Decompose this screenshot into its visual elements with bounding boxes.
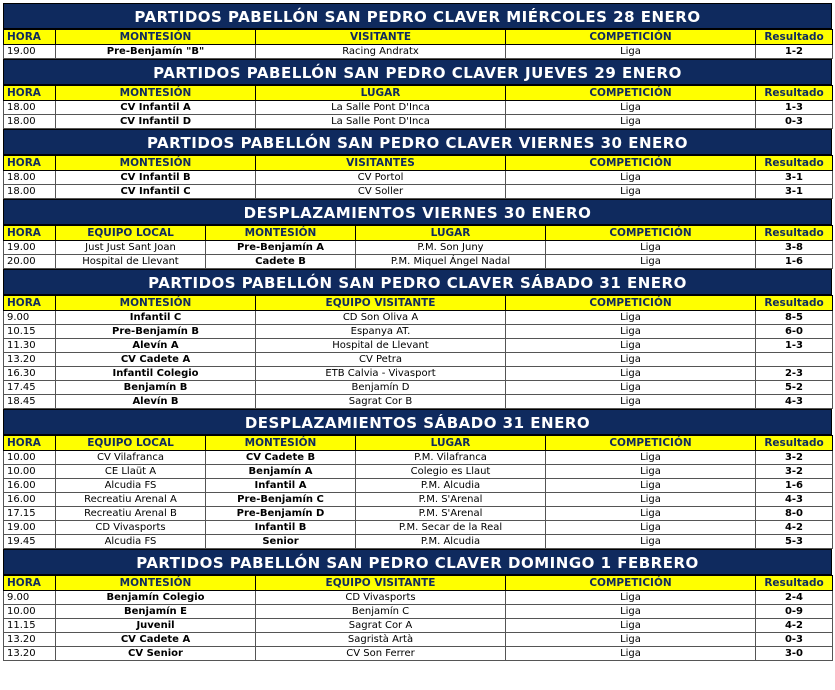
section-home: [3, 549, 832, 661]
match-row: [4, 591, 833, 605]
cell-competici-n: Liga: [506, 339, 756, 353]
match-row: [4, 339, 833, 353]
column-header: Resultado: [756, 30, 833, 45]
cell-equipo-visitante: CD Son Oliva A: [256, 311, 506, 325]
column-header: COMPETICIÓN: [506, 86, 756, 101]
schedule-table: [3, 85, 833, 129]
section-home: [3, 269, 832, 409]
cell-equipo-visitante: Benjamín C: [256, 605, 506, 619]
column-header: HORA: [4, 226, 56, 241]
cell-hora: 17.15: [4, 507, 56, 521]
column-header: MONTESIÓN: [206, 226, 356, 241]
match-row: [4, 367, 833, 381]
cell-competici-n: Liga: [506, 619, 756, 633]
match-row: [4, 451, 833, 465]
cell-hora: 9.00: [4, 311, 56, 325]
section-home: [3, 3, 832, 59]
cell-competici-n: Liga: [506, 353, 756, 367]
cell-montesi-n: Pre-Benjamín D: [206, 507, 356, 521]
column-header: Resultado: [756, 156, 833, 171]
column-header: EQUIPO LOCAL: [56, 226, 206, 241]
match-row: [4, 633, 833, 647]
cell-resultado: 2-3: [756, 367, 833, 381]
cell-lugar: Colegio es Llaut: [356, 465, 546, 479]
column-header: COMPETICIÓN: [546, 226, 756, 241]
match-row: [4, 395, 833, 409]
cell-montesi-n: CV Infantil A: [56, 101, 256, 115]
cell-montesi-n: Pre-Benjamín B: [56, 325, 256, 339]
cell-resultado: 3-0: [756, 647, 833, 661]
column-header: HORA: [4, 86, 56, 101]
cell-equipo-local: Alcudia FS: [56, 479, 206, 493]
match-row: [4, 647, 833, 661]
cell-resultado: 3-8: [756, 241, 833, 255]
cell-competici-n: Liga: [506, 325, 756, 339]
match-row: [4, 325, 833, 339]
column-header: Resultado: [756, 296, 833, 311]
cell-resultado: 1-3: [756, 101, 833, 115]
column-header: LUGAR: [256, 86, 506, 101]
cell-hora: 16.30: [4, 367, 56, 381]
match-row: [4, 255, 833, 269]
cell-equipo-visitante: Sagrat Cor B: [256, 395, 506, 409]
cell-lugar: P.M. Miquel Ángel Nadal: [356, 255, 546, 269]
match-row: [4, 101, 833, 115]
section-title: DESPLAZAMIENTOS SÁBADO 31 ENERO: [3, 409, 832, 435]
cell-montesi-n: Benjamín E: [56, 605, 256, 619]
cell-hora: 19.00: [4, 521, 56, 535]
cell-competici-n: Liga: [506, 311, 756, 325]
section-home: [3, 59, 832, 129]
match-row: [4, 241, 833, 255]
match-row: [4, 605, 833, 619]
cell-competici-n: Liga: [546, 479, 756, 493]
cell-competici-n: Liga: [506, 633, 756, 647]
column-header: MONTESIÓN: [56, 30, 256, 45]
cell-hora: 17.45: [4, 381, 56, 395]
cell-resultado: 3-1: [756, 185, 833, 199]
cell-lugar: P.M. S'Arenal: [356, 493, 546, 507]
header-row: [4, 226, 833, 241]
cell-montesi-n: Infantil B: [206, 521, 356, 535]
column-header: COMPETICIÓN: [506, 156, 756, 171]
header-row: [4, 86, 833, 101]
section-away: [3, 409, 832, 549]
cell-montesi-n: Benjamín B: [56, 381, 256, 395]
cell-competici-n: Liga: [506, 591, 756, 605]
schedule-table: [3, 155, 833, 199]
cell-competici-n: Liga: [546, 241, 756, 255]
match-row: [4, 493, 833, 507]
cell-visitantes: CV Soller: [256, 185, 506, 199]
cell-montesi-n: CV Cadete A: [56, 353, 256, 367]
column-header: Resultado: [756, 436, 833, 451]
cell-equipo-visitante: Sagrat Cor A: [256, 619, 506, 633]
cell-hora: 11.30: [4, 339, 56, 353]
section-home: [3, 129, 832, 199]
cell-montesi-n: Alevín B: [56, 395, 256, 409]
cell-lugar: P.M. Vilafranca: [356, 451, 546, 465]
cell-hora: 13.20: [4, 353, 56, 367]
cell-competici-n: Liga: [546, 535, 756, 549]
cell-competici-n: Liga: [506, 45, 756, 59]
header-row: [4, 576, 833, 591]
cell-resultado: 1-6: [756, 255, 833, 269]
column-header: EQUIPO LOCAL: [56, 436, 206, 451]
cell-competici-n: Liga: [506, 605, 756, 619]
column-header: HORA: [4, 576, 56, 591]
cell-resultado: 0-3: [756, 633, 833, 647]
cell-resultado: 3-2: [756, 465, 833, 479]
cell-equipo-visitante: Benjamín D: [256, 381, 506, 395]
cell-equipo-local: Alcudia FS: [56, 535, 206, 549]
schedule-sheet: [3, 3, 832, 661]
cell-montesi-n: Benjamín A: [206, 465, 356, 479]
cell-equipo-local: CV Vilafranca: [56, 451, 206, 465]
column-header: COMPETICIÓN: [506, 30, 756, 45]
cell-equipo-local: Hospital de Llevant: [56, 255, 206, 269]
cell-montesi-n: Senior: [206, 535, 356, 549]
section-title: PARTIDOS PABELLÓN SAN PEDRO CLAVER SÁBADO 31 ENERO: [3, 269, 832, 295]
match-row: [4, 507, 833, 521]
column-header: COMPETICIÓN: [546, 436, 756, 451]
cell-montesi-n: CV Senior: [56, 647, 256, 661]
match-row: [4, 311, 833, 325]
cell-montesi-n: CV Cadete A: [56, 633, 256, 647]
header-row: [4, 436, 833, 451]
cell-equipo-local: CE Llaüt A: [56, 465, 206, 479]
section-title: PARTIDOS PABELLÓN SAN PEDRO CLAVER JUEVES 29 ENERO: [3, 59, 832, 85]
column-header: HORA: [4, 156, 56, 171]
cell-lugar: P.M. S'Arenal: [356, 507, 546, 521]
cell-competici-n: Liga: [546, 451, 756, 465]
column-header: MONTESIÓN: [206, 436, 356, 451]
column-header: HORA: [4, 30, 56, 45]
column-header: EQUIPO VISITANTE: [256, 296, 506, 311]
cell-montesi-n: Benjamín Colegio: [56, 591, 256, 605]
cell-equipo-local: Recreatiu Arenal A: [56, 493, 206, 507]
cell-equipo-local: CD Vivasports: [56, 521, 206, 535]
cell-hora: 18.00: [4, 115, 56, 129]
column-header: MONTESIÓN: [56, 156, 256, 171]
cell-hora: 11.15: [4, 619, 56, 633]
cell-hora: 10.15: [4, 325, 56, 339]
cell-lugar: P.M. Alcudia: [356, 479, 546, 493]
column-header: EQUIPO VISITANTE: [256, 576, 506, 591]
section-title: PARTIDOS PABELLÓN SAN PEDRO CLAVER VIERNES 30 ENERO: [3, 129, 832, 155]
schedule-table: [3, 575, 833, 661]
column-header: VISITANTES: [256, 156, 506, 171]
cell-montesi-n: Cadete B: [206, 255, 356, 269]
cell-hora: 16.00: [4, 479, 56, 493]
cell-lugar: P.M. Secar de la Real: [356, 521, 546, 535]
cell-visitante: Racing Andratx: [256, 45, 506, 59]
cell-resultado: 3-2: [756, 451, 833, 465]
cell-hora: 16.00: [4, 493, 56, 507]
match-row: [4, 619, 833, 633]
column-header: LUGAR: [356, 226, 546, 241]
cell-resultado: 5-3: [756, 535, 833, 549]
cell-resultado: [756, 353, 833, 367]
match-row: [4, 465, 833, 479]
cell-hora: 13.20: [4, 647, 56, 661]
cell-hora: 18.00: [4, 171, 56, 185]
cell-competici-n: Liga: [506, 367, 756, 381]
cell-hora: 18.45: [4, 395, 56, 409]
column-header: HORA: [4, 436, 56, 451]
cell-resultado: 6-0: [756, 325, 833, 339]
cell-resultado: 3-1: [756, 171, 833, 185]
match-row: [4, 535, 833, 549]
cell-equipo-visitante: Sagristà Artà: [256, 633, 506, 647]
section-title: DESPLAZAMIENTOS VIERNES 30 ENERO: [3, 199, 832, 225]
cell-resultado: 1-6: [756, 479, 833, 493]
cell-resultado: 4-2: [756, 521, 833, 535]
cell-hora: 10.00: [4, 465, 56, 479]
cell-hora: 10.00: [4, 605, 56, 619]
section-title: PARTIDOS PABELLÓN SAN PEDRO CLAVER MIÉRCOLES 28 ENERO: [3, 3, 832, 29]
cell-hora: 9.00: [4, 591, 56, 605]
cell-competici-n: Liga: [506, 185, 756, 199]
match-row: [4, 171, 833, 185]
section-title: PARTIDOS PABELLÓN SAN PEDRO CLAVER DOMINGO 1 FEBRERO: [3, 549, 832, 575]
cell-resultado: 1-2: [756, 45, 833, 59]
cell-competici-n: Liga: [506, 395, 756, 409]
cell-resultado: 4-2: [756, 619, 833, 633]
match-row: [4, 521, 833, 535]
match-row: [4, 45, 833, 59]
cell-hora: 10.00: [4, 451, 56, 465]
schedule-table: [3, 225, 833, 269]
cell-montesi-n: CV Infantil C: [56, 185, 256, 199]
cell-visitantes: CV Portol: [256, 171, 506, 185]
header-row: [4, 30, 833, 45]
cell-resultado: 1-3: [756, 339, 833, 353]
cell-competici-n: Liga: [506, 101, 756, 115]
column-header: Resultado: [756, 226, 833, 241]
cell-equipo-visitante: CD Vivasports: [256, 591, 506, 605]
column-header: Resultado: [756, 576, 833, 591]
column-header: COMPETICIÓN: [506, 576, 756, 591]
cell-resultado: 0-9: [756, 605, 833, 619]
cell-equipo-visitante: CV Petra: [256, 353, 506, 367]
cell-montesi-n: Pre-Benjamín A: [206, 241, 356, 255]
section-away: [3, 199, 832, 269]
cell-montesi-n: Pre-Benjamín C: [206, 493, 356, 507]
cell-competici-n: Liga: [546, 493, 756, 507]
schedule-table: [3, 295, 833, 409]
cell-hora: 13.20: [4, 633, 56, 647]
column-header: MONTESIÓN: [56, 576, 256, 591]
cell-montesi-n: Pre-Benjamín "B": [56, 45, 256, 59]
cell-competici-n: Liga: [546, 521, 756, 535]
cell-resultado: 5-2: [756, 381, 833, 395]
schedule-table: [3, 435, 833, 549]
header-row: [4, 156, 833, 171]
cell-resultado: 8-0: [756, 507, 833, 521]
column-header: COMPETICIÓN: [506, 296, 756, 311]
cell-competici-n: Liga: [546, 255, 756, 269]
cell-lugar: La Salle Pont D'Inca: [256, 115, 506, 129]
cell-competici-n: Liga: [506, 647, 756, 661]
cell-competici-n: Liga: [546, 465, 756, 479]
cell-lugar: P.M. Son Juny: [356, 241, 546, 255]
cell-resultado: 0-3: [756, 115, 833, 129]
cell-hora: 20.00: [4, 255, 56, 269]
cell-montesi-n: CV Infantil B: [56, 171, 256, 185]
cell-montesi-n: Juvenil: [56, 619, 256, 633]
cell-lugar: La Salle Pont D'Inca: [256, 101, 506, 115]
match-row: [4, 353, 833, 367]
cell-montesi-n: CV Cadete B: [206, 451, 356, 465]
cell-montesi-n: CV Infantil D: [56, 115, 256, 129]
cell-lugar: P.M. Alcudia: [356, 535, 546, 549]
cell-hora: 19.00: [4, 241, 56, 255]
column-header: MONTESIÓN: [56, 296, 256, 311]
cell-competici-n: Liga: [506, 171, 756, 185]
header-row: [4, 296, 833, 311]
cell-competici-n: Liga: [506, 115, 756, 129]
cell-resultado: 4-3: [756, 395, 833, 409]
column-header: MONTESIÓN: [56, 86, 256, 101]
cell-hora: 18.00: [4, 185, 56, 199]
column-header: Resultado: [756, 86, 833, 101]
cell-montesi-n: Alevín A: [56, 339, 256, 353]
cell-montesi-n: Infantil C: [56, 311, 256, 325]
cell-equipo-visitante: CV Son Ferrer: [256, 647, 506, 661]
cell-hora: 18.00: [4, 101, 56, 115]
cell-equipo-visitante: Espanya AT.: [256, 325, 506, 339]
cell-hora: 19.45: [4, 535, 56, 549]
cell-equipo-visitante: ETB Calvia - Vivasport: [256, 367, 506, 381]
cell-hora: 19.00: [4, 45, 56, 59]
match-row: [4, 381, 833, 395]
cell-montesi-n: Infantil A: [206, 479, 356, 493]
cell-competici-n: Liga: [506, 381, 756, 395]
cell-equipo-visitante: Hospital de Llevant: [256, 339, 506, 353]
schedule-table: [3, 29, 833, 59]
cell-resultado: 2-4: [756, 591, 833, 605]
cell-equipo-local: Just Just Sant Joan: [56, 241, 206, 255]
column-header: HORA: [4, 296, 56, 311]
match-row: [4, 115, 833, 129]
column-header: LUGAR: [356, 436, 546, 451]
cell-equipo-local: Recreatiu Arenal B: [56, 507, 206, 521]
match-row: [4, 479, 833, 493]
cell-montesi-n: Infantil Colegio: [56, 367, 256, 381]
cell-competici-n: Liga: [546, 507, 756, 521]
cell-resultado: 4-3: [756, 493, 833, 507]
match-row: [4, 185, 833, 199]
cell-resultado: 8-5: [756, 311, 833, 325]
column-header: VISITANTE: [256, 30, 506, 45]
